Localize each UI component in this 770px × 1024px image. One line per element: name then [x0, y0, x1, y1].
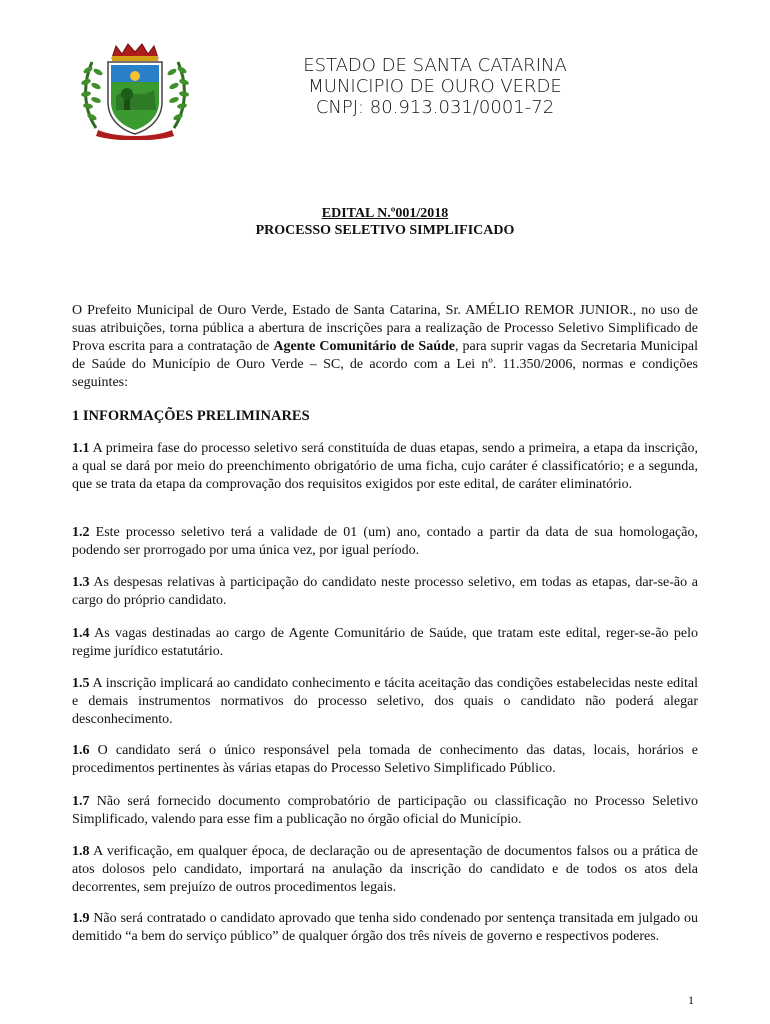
- item-number: 1.5: [72, 676, 90, 691]
- list-item: [72, 910, 698, 946]
- list-item: [72, 793, 698, 829]
- item-text: A primeira fase do processo seletivo será constituída de duas etapas, sendo a primeira, a etapa da inscrição, a qual se dará por meio do preenchimento obrigatório de uma ficha, cujo caráter é classificatório; e a segunda, que se trata da etapa da comprovação dos requisitos exigidos por este edital, de caráter eliminatório.: [72, 441, 698, 492]
- list-item: [72, 524, 698, 560]
- item-number: 1.7: [72, 794, 90, 809]
- edital-subtitle: PROCESSO SELETIVO SIMPLIFICADO: [255, 223, 515, 238]
- cnpj: CNPJ: 80.913.031/0001-72: [315, 97, 555, 118]
- item-text: A inscrição implicará ao candidato conhecimento e tácita aceitação das condições estabelecidas neste edital e demais instrumentos normativos do processo seletivo, dos quais o candidato não poderá alegar desconhecimento.: [72, 676, 698, 727]
- item-text: O candidato será o único responsável pela tomada de conhecimento das datas, locais, horários e procedimentos pertinentes às várias etapas do Processo Seletivo Simplificado Público.: [72, 743, 698, 776]
- item-text: Não será fornecido documento comprobatório de participação ou classificação no Processo Seletivo Simplificado, valendo para esse fim a publicação no órgão oficial do Município.: [72, 794, 698, 827]
- item-number: 1.4: [72, 626, 90, 641]
- page-number: 1: [688, 993, 694, 1007]
- list-item: [72, 843, 698, 897]
- item-number: 1.2: [72, 525, 90, 540]
- item-number: 1.8: [72, 844, 90, 859]
- item-text: As vagas destinadas ao cargo de Agente Comunitário de Saúde, que tratam este edital, reger-se-ão pelo regime jurídico estatutário.: [72, 626, 698, 659]
- item-text: A verificação, em qualquer época, de declaração ou de apresentação de documentos falsos ou a prática de atos dolosos pelo candidato, importará na anulação da inscrição do candidato e de todos os atos dela decorrentes, sem prejuízo de outros procedimentos legais.: [72, 844, 698, 895]
- list-item: [72, 625, 698, 661]
- state-name: ESTADO DE SANTA CATARINA: [303, 55, 567, 76]
- item-text: As despesas relativas à participação do candidato neste processo seletivo, em todas as etapas, dar-se-ão a cargo do próprio candidato.: [72, 575, 698, 608]
- item-number: 1.9: [72, 911, 90, 926]
- municipality-name: MUNICIPIO DE OURO VERDE: [308, 76, 562, 97]
- intro-paragraph: [72, 302, 698, 392]
- item-text: Este processo seletivo terá a validade de 01 (um) ano, contado a partir da data de sua homologação, podendo ser prorrogado por uma única vez, por igual período.: [72, 525, 698, 558]
- intro-text-bold: Agente Comunitário de Saúde: [273, 339, 455, 354]
- list-item: [72, 574, 698, 610]
- municipal-coat-of-arms-logo: [76, 40, 194, 140]
- item-number: 1.3: [72, 575, 90, 590]
- intro-text-b: , para suprir vagas da Secretaria Municipal de Saúde do Município de Ouro Verde – SC, de acordo com a Lei nº. 11.350/2006, normas e condições seguintes:: [72, 339, 698, 390]
- list-item: [72, 440, 698, 494]
- item-text: Não será contratado o candidato aprovado que tenha sido condenado por sentença transitada em julgado ou demitido “a bem do serviço público” de qualquer órgão dos três níveis de governo e respectivos poderes.: [72, 911, 698, 944]
- list-item: [72, 675, 698, 729]
- document-header: [250, 55, 620, 118]
- list-item: [72, 742, 698, 778]
- section-heading: 1 INFORMAÇÕES PRELIMINARES: [72, 408, 310, 424]
- item-number: 1.6: [72, 743, 90, 758]
- document-title: [72, 205, 698, 239]
- intro-text-a: O Prefeito Municipal de Ouro Verde, Estado de Santa Catarina, Sr. AMÉLIO REMOR JUNIOR., no uso de suas atribuições, torna pública a abertura de inscrições para a realização de Processo Seletivo Simplificado de Prova escrita para a contratação de: [72, 303, 698, 354]
- item-number: 1.1: [72, 441, 90, 456]
- edital-number: EDITAL N.º001/2018: [321, 206, 449, 221]
